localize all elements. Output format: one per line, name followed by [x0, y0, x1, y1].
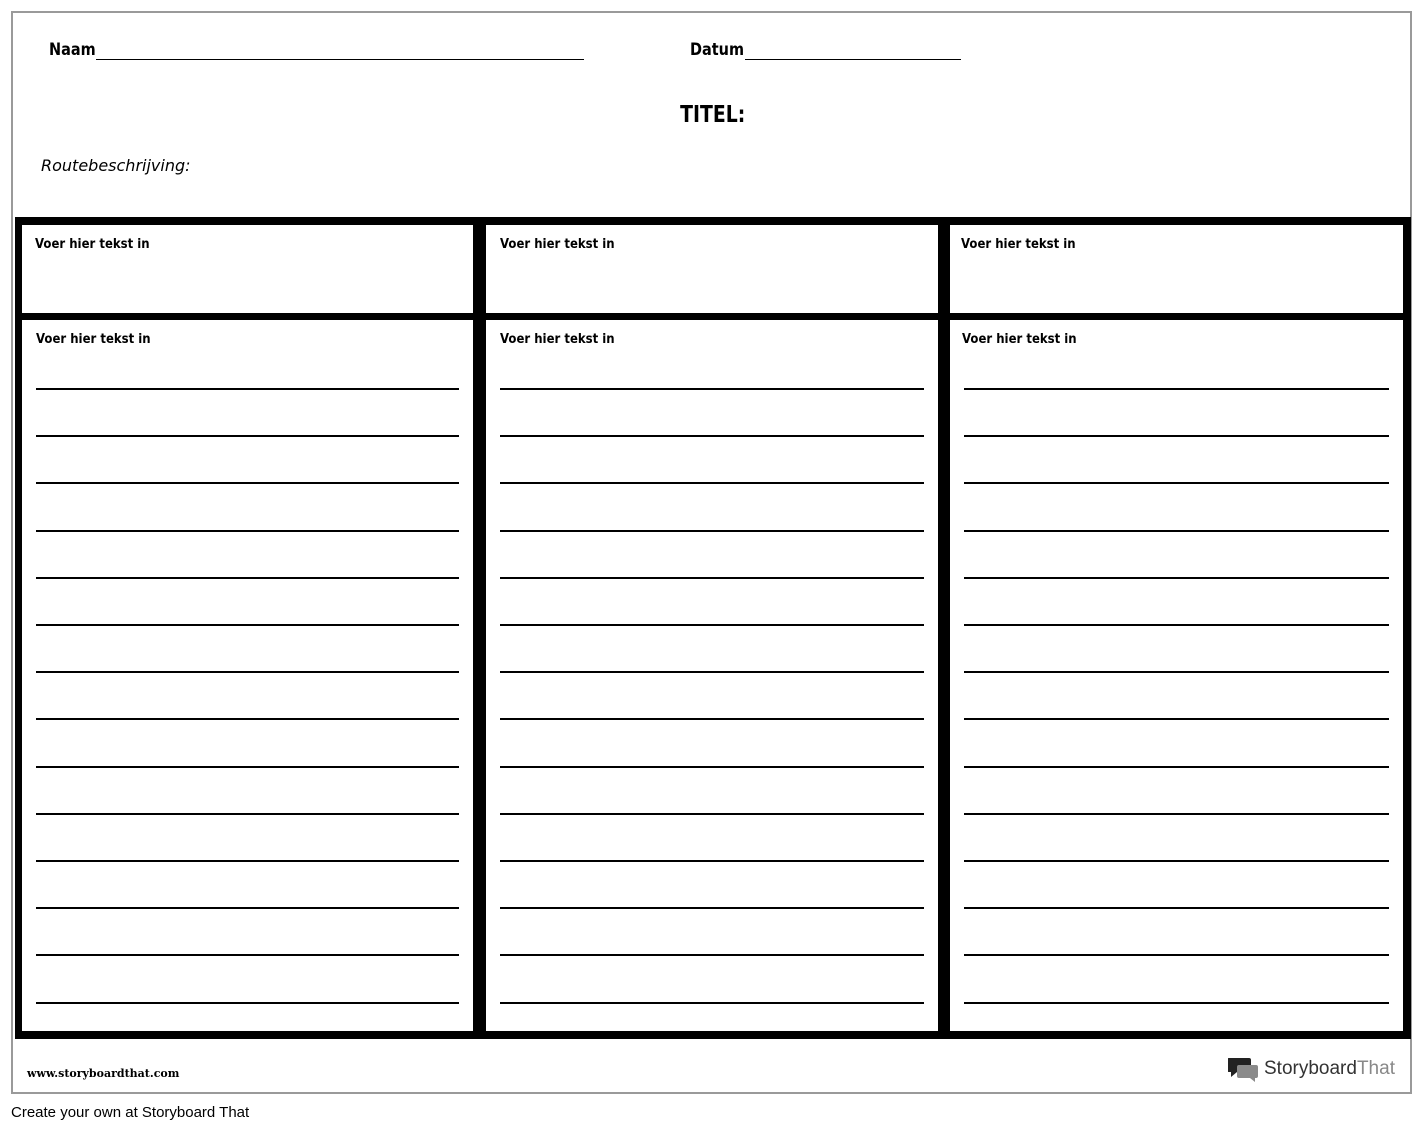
writing-line[interactable]	[500, 435, 924, 437]
column-2-body-cell[interactable]	[486, 320, 938, 1031]
writing-line[interactable]	[500, 388, 924, 390]
writing-line[interactable]	[964, 860, 1389, 862]
column-3-header-cell[interactable]	[950, 225, 1403, 313]
writing-line[interactable]	[500, 718, 924, 720]
date-field-line[interactable]	[745, 59, 961, 60]
column-1-body-cell[interactable]	[22, 320, 473, 1031]
writing-line[interactable]	[964, 482, 1389, 484]
writing-line[interactable]	[500, 954, 924, 956]
title-text: TITEL:	[679, 102, 746, 128]
writing-line[interactable]	[36, 624, 459, 626]
column-3-body-text: Voer hier tekst in	[962, 332, 1077, 347]
writing-line[interactable]	[36, 388, 459, 390]
date-label: Datum	[690, 40, 745, 60]
writing-line[interactable]	[36, 718, 459, 720]
directions-label: Routebeschrijving:	[41, 156, 191, 175]
writing-line[interactable]	[36, 482, 459, 484]
writing-line[interactable]	[36, 1002, 459, 1004]
writing-line[interactable]	[964, 813, 1389, 815]
writing-line[interactable]	[500, 530, 924, 532]
storyboardthat-logo	[1228, 1055, 1395, 1083]
writing-line[interactable]	[500, 671, 924, 673]
column-1-header-cell[interactable]	[22, 225, 473, 313]
column-3-header-text: Voer hier tekst in	[961, 237, 1076, 252]
column-2-header-text: Voer hier tekst in	[500, 237, 615, 252]
writing-line[interactable]	[964, 718, 1389, 720]
column-1-body-text: Voer hier tekst in	[36, 332, 151, 347]
writing-line[interactable]	[500, 577, 924, 579]
writing-line[interactable]	[500, 1002, 924, 1004]
brand-name	[1264, 1058, 1395, 1080]
writing-line[interactable]	[500, 813, 924, 815]
column-1-header-text: Voer hier tekst in	[35, 237, 150, 252]
writing-line[interactable]	[964, 435, 1389, 437]
name-field-line[interactable]	[96, 59, 584, 60]
writing-line[interactable]	[964, 907, 1389, 909]
writing-line[interactable]	[500, 624, 924, 626]
writing-line[interactable]	[36, 530, 459, 532]
writing-line[interactable]	[36, 954, 459, 956]
brand-name-part1: Storyboard	[1264, 1058, 1357, 1079]
writing-line[interactable]	[964, 624, 1389, 626]
column-2-body-text: Voer hier tekst in	[500, 332, 615, 347]
writing-line[interactable]	[964, 388, 1389, 390]
writing-line[interactable]	[964, 530, 1389, 532]
brand-name-part2: That	[1356, 1058, 1395, 1079]
writing-line[interactable]	[964, 766, 1389, 768]
writing-line[interactable]	[500, 860, 924, 862]
column-2-header-cell[interactable]	[486, 225, 938, 313]
writing-line[interactable]	[964, 954, 1389, 956]
writing-line[interactable]	[964, 671, 1389, 673]
writing-line[interactable]	[500, 482, 924, 484]
writing-line[interactable]	[36, 671, 459, 673]
credit-link[interactable]: Create your own at Storyboard That	[11, 1104, 250, 1121]
writing-line[interactable]	[964, 1002, 1389, 1004]
writing-line[interactable]	[36, 435, 459, 437]
column-3-body-cell[interactable]	[950, 320, 1403, 1031]
writing-line[interactable]	[36, 907, 459, 909]
writing-line[interactable]	[36, 577, 459, 579]
worksheet-title	[0, 102, 1425, 128]
three-column-table	[15, 217, 1411, 1039]
name-label: Naam	[49, 40, 96, 60]
writing-line[interactable]	[500, 766, 924, 768]
writing-line[interactable]	[500, 907, 924, 909]
footer-url[interactable]: www.storyboardthat.com	[27, 1067, 180, 1080]
writing-line[interactable]	[964, 577, 1389, 579]
writing-line[interactable]	[36, 860, 459, 862]
writing-line[interactable]	[36, 766, 459, 768]
writing-line[interactable]	[36, 813, 459, 815]
speech-bubbles-icon	[1228, 1056, 1260, 1082]
